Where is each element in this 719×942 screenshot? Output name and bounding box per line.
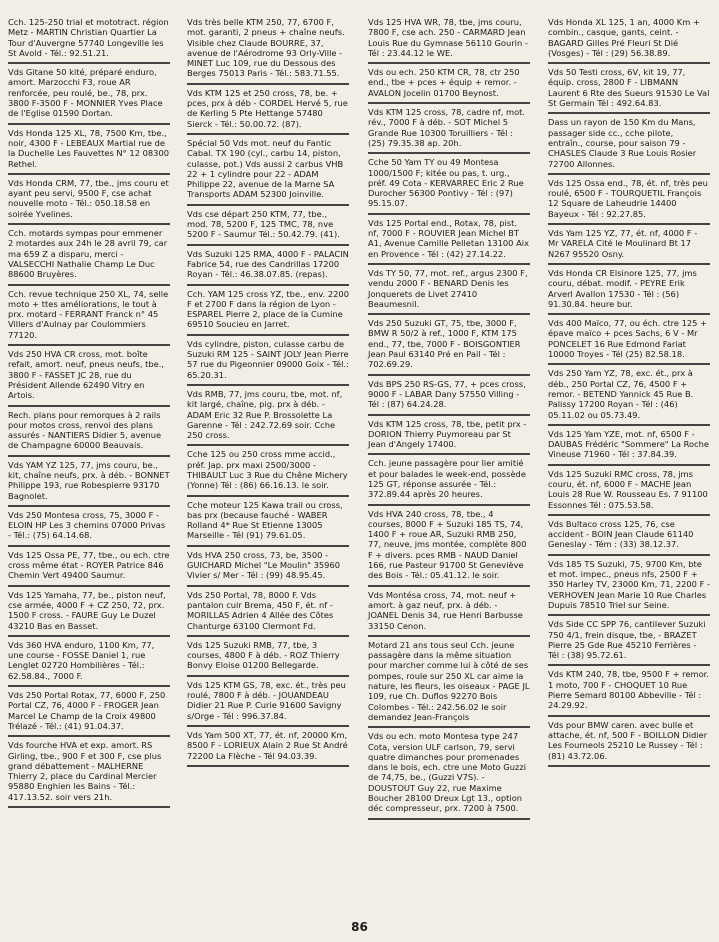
classified-ad: Cch. motards sympas pour emmener 2 motardes aux 24h le 28 avril 79, car ma 659 Z a disparu, merci - VALSECCHI Nathalie Champ Le Duc 88600 Bruyères. <box>8 225 170 285</box>
classified-ad: Cche 50 Yam TY ou 49 Montesa 1000/1500 F; kitée ou pas, t. urg., préf. 49 Cota - KERVARREC Eric 2 Rue Durocher 56300 Pontivy - Tél : (97) 95.15.07. <box>368 154 530 214</box>
classified-ad: Vds 125 Ossa PE, 77, tbe., ou ech. ctre cross même état - ROYER Patrice 846 Chemin Vert 49400 Saumur. <box>8 547 170 587</box>
classified-ad: Vds HVA 240 cross, 78, tbe., 4 courses, 8000 F + Suzuki 185 TS, 74, 1400 F + roue AR, Suzuki RMB 250, 77, neuve, jms montée, complète 800 F + divers. pces RMB - NAUD Daniel 166, rue Pasteur 91700 St Geneviève des Bois - Tél.: 05.41.12. le soir. <box>368 506 530 587</box>
classified-ad: Vds Side CC SPP 76, cantilever Suzuki 750 4/1, frein disque, tbe, - BRAZET Pierre 25 Gde Rue 45210 Ferrières - Tél : (38) 95.72.61. <box>548 616 710 666</box>
classified-ad: Vds KTM 125 et 250 cross, 78, be. + pces, prx à déb - CORDEL Hervé 5, rue de Kerling 5 Pte Hettange 57480 Sierck - Tél.: 50.00.72. (87). <box>187 85 349 135</box>
classified-ad: Vds très belle KTM 250, 77, 6700 F, mot. garanti, 2 pneus + chaîne neufs. Visible chez Claude BOURRE, 37, avenue de l'Aérodrome 93 Orly-Ville - MINET Luc 109, rue du Dessous des Berges 75013 Paris - Tél.: 583.71.55. <box>187 14 349 85</box>
classified-ad: Cch. revue technique 250 XL, 74, selle moto + ttes améliorations, le tout à prx. motard - FERRANT Franck n° 45 Villers d'Aulnay par Coulommiers 77120. <box>8 286 170 346</box>
classified-ad: Vds 250 Portal Rotax, 77, 6000 F, 250 Portal CZ, 76, 4000 F - FROGER Jean Marcel Le Champ de la Croix 49800 Trélazé - Tél.: (41) 91.04.37. <box>8 687 170 737</box>
classified-ad: Rech. plans pour remorques à 2 rails pour motos cross, renvoi des plans assurés - NANTIERS Didier 5, avenue de Champagne 60000 Beauvais. <box>8 407 170 457</box>
classified-ad: Vds Bultaco cross 125, 76, cse accident - BOIN Jean Claude 61140 Geneslay - Tém : (33) 38.12.37. <box>548 516 710 556</box>
classified-ad: Vds 125 HVA WR, 78, tbe, jms couru, 7800 F, cse ach. 250 - CARMARD Jean Louis Rue du Gymnase 56110 Gourin - Tél : 23.44.12 le WE. <box>368 14 530 64</box>
classified-ad: Vds 250 Suzuki GT, 75, tbe, 3000 F, BMW R 50/2 à ref., 1000 F, KTM 175 end., 77, tbe, 7000 F - BOISGONTIER Jean Paul 63140 Pré en Pail - Tél : 702.69.29. <box>368 315 530 375</box>
classified-ad: Vds 125 Yam YZE, mot. nf, 6500 F - DAUBAS Frédéric "Sommere" La Roche Vineuse 71960 - Tél : 37.84.39. <box>548 426 710 466</box>
ads-column-4 <box>548 14 710 767</box>
ads-column-3 <box>368 14 530 820</box>
classified-ad: Vds Honda 125 XL, 78, 7500 Km, tbe., noir, 4300 F - LEBEAUX Martial rue de la Duchelle Les Fauvettes N° 12 08300 Rethel. <box>8 125 170 175</box>
classified-ad: Cche moteur 125 Kawa trail ou cross, bas prx (because fauché - WABER Rolland 4* Rue St Etienne 13005 Marseille - Tél (91) 79.61.05. <box>187 497 349 547</box>
classified-ad: Motard 21 ans tous seul Cch. jeune passagère dans la même situation pour marcher comme lui à côté de ses pompes, roule sur 250 XL car aime la nature, les fleurs, les oiseaux - PAGE JL 109, rue Ch. Duflos 92270 Bois Colombes - Tél.: 242.56.02 le soir demandez Jean-François <box>368 637 530 728</box>
classified-ad: Vds Honda XL 125, 1 an, 4000 Km + combin., casque, gants, ceint. - BAGARD Gilles Pré Fleuri St Dié (Vosges) - Tél : (29) 56.38.89. <box>548 14 710 64</box>
classified-ad: Vds YAM YZ 125, 77, jms couru, be., kit, chaîne neufs, prx. à déb. - BONNET Philippe 193, rue Robespierre 93170 Bagnolet. <box>8 457 170 507</box>
classified-ad: Vds 250 Portal, 78, 8000 F. Vds pantalon cuir Brema, 450 F, ét. nf - MORILLAS Adrien 4 Allée des Côtes Chanturge 63100 Clermont Fd. <box>187 587 349 637</box>
classified-ad: Cch. jeune passagère pour lier amitié et pour balades le week-end, possède 125 GT, réponse assurée - Tél.: 372.89.44 après 20 heures. <box>368 455 530 505</box>
classified-ad: Vds 250 Yam YZ, 78, exc. ét., prx à déb., 250 Portal CZ, 76, 4500 F + remor. - BETEND Yannick 45 Rue B. Palissy 17200 Royan - Tél : (46) 05.11.02 ou 05.73.49. <box>548 365 710 425</box>
classified-ad: Cch. YAM 125 cross YZ, tbe., env. 2200 F et 2700 F dans la région de Lyon - ESPAREL Pierre 2, place de la Cumine 69510 Soucieu en Jarret. <box>187 286 349 336</box>
classified-ad: Vds 125 Suzuki RMC cross, 78, jms couru, ét. nf, 6000 F - MACHE Jean Louis 28 Rue W. Rousseau Es. 7 91100 Essonnes Tél : 075.53.58. <box>548 466 710 516</box>
classified-ad: Vds KTM 125 cross, 78, cadre nf, mot. rév., 7000 F à déb. - SOT Michel 5 Grande Rue 10300 Toruilliers - Tél : (25) 79.35.38 ap. 20h. <box>368 104 530 154</box>
classified-ad: Vds TY 50, 77, mot. ref., argus 2300 F, vendu 2000 F - BENARD Denis les Jonquerets de Livet 27410 Beaumesnil. <box>368 265 530 315</box>
classified-ad: Vds HVA 250 cross, 73, be, 3500 - GUICHARD Michel "Le Moulin" 35960 Vivier s/ Mer - Tél : (99) 48.95.45. <box>187 547 349 587</box>
classified-ad: Vds cylindre, piston, culasse carbu de Suzuki RM 125 - SAINT JOLY Jean Pierre 57 rue du Pigeonnier 09000 Goix - Tél.: 65.20.31. <box>187 336 349 386</box>
classified-ad: Vds 125 Ossa end., 78, ét. nf, très peu roulé, 6500 F - TOURQUETIL François 12 Square de Laheudrie 14400 Bayeux - Tél : 92.27.85. <box>548 175 710 225</box>
classified-ad: Vds Yam 125 YZ, 77, ét. nf, 4000 F - Mr VARELA Cité le Moulinard Bt 17 N267 95520 Osny. <box>548 225 710 265</box>
classified-ad: Vds 360 HVA enduro, 1100 Km, 77, une course - FOSSE Daniel 1, rue Lenglet 02720 Hombilières - Tél.: 62.58.84., 7000 F. <box>8 637 170 687</box>
classified-ad: Vds BPS 250 RS-GS, 77, + pces cross, 9000 F - LABAR Dany 57550 Villing - Tél : (87) 64.24.28. <box>368 376 530 416</box>
classified-ad: Vds 185 TS Suzuki, 75, 9700 Km, bte et mot. impec., pneus nfs, 2500 F + 350 Harley TV, 23000 Km, 71, 2200 F - VERHOVEN Jean Marie 10 Rue Charles Dupuis 78510 Triel sur Seine. <box>548 556 710 616</box>
classified-ad: Vds 250 Montesa cross, 75, 3000 F - ELOIN HP Les 3 chemins 07000 Privas - Tél.: (75) 64.14.68. <box>8 507 170 547</box>
classified-ad: Vds 125 Portal end., Rotax, 78, pist. nf, 7000 F - ROUVIER Jean Michel BT A1, Avenue Camille Pelletan 13100 Aix en Provence - Tél : (42) 27.14.22. <box>368 215 530 265</box>
classified-ad: Vds 400 Maïco, 77, ou éch. ctre 125 + épave maïco + pces Sachs, 6 V - Mr PONCELET 16 Rue Edmond Fariat 10000 Troyes - Tél (25) 82.58.18. <box>548 315 710 365</box>
classified-ad: Vds ou ech. moto Montesa type 247 Cota, version ULF carlson, 79, servi quatre dimanches pour promenades dans le bois, ech. ctre une Moto Guzzi de 74,75, be., (Guzzi V7S). - DOUSTOUT Guy 22, rue Maxime Boucher 28100 Dreux Lgt 13., option déc compresseur, prx. 7200 à 7500. <box>368 728 530 819</box>
ads-column-2 <box>187 14 349 767</box>
classified-ad: Vds pour BMW caren. avec bulle et attache, ét. nf, 500 F - BOILLON Didier Les Fourneols 25210 Le Russey - Tél : (81) 43.72.06. <box>548 717 710 767</box>
classified-ad: Vds KTM 125 cross, 78, tbe, petit prx - DORION Thierry Puymoreau par St Jean d'Angely 17400. <box>368 416 530 456</box>
classified-ad: Spécial 50 Vds mot. neuf du Fantic Cabal. TX 190 (cyl., carbu 14, piston, culasse, pot.) Vds aussi 2 carbus VHB 22 + 1 cylindre pour 22 - ADAM Philippe 22, avenue de la Marne SA Transports ADAM 52300 Joinville. <box>187 135 349 206</box>
classified-ad: Dass un rayon de 150 Km du Mans, passager side cc., cche pilote, entraîn., course, pour saison 79 - CHASLES Claude 3 Rue Louis Rosier 72700 Allonnes. <box>548 114 710 174</box>
ads-column-1 <box>8 14 170 808</box>
classified-ad: Vds 125 Suzuki RMB, 77, tbe, 3 courses, 4800 F à déb. - ROZ Thierry Bonvy Eloise 01200 Bellegarde. <box>187 637 349 677</box>
classified-ad: Vds Montésa cross, 74, mot. neuf + amort. à gaz neuf, prx. à déb. - JOANEL Denis 34, rue Henri Barbusse 33150 Cenon. <box>368 587 530 637</box>
classified-ad: Vds fourche HVA et exp. amort. RS Girling, tbe., 900 F et 300 F, cse plus grand débattement - MALHERNE Thierry 2, place du Cardinal Mercier 95880 Enghien les Bains - Tél.: 417.13.52. soir vers 21h. <box>8 737 170 808</box>
classified-ad: Vds 50 Testi cross, 6V, kit 19, 77, équip. cross, 2800 F - LIBMANN Laurent 6 Rte des Sueurs 91530 Le Val St Germain Tél : 492.64.83. <box>548 64 710 114</box>
classified-ad: Vds 250 HVA CR cross, mot. boîte refait, amort. neuf, pneus neufs, tbe., 3800 F - FASSET JC 28, rue du Président Allende 62490 Vitry en Artois. <box>8 346 170 406</box>
classified-ad: Vds cse départ 250 KTM, 77, tbe., mod. 78, 5200 F, 125 TMC, 78, nve 5200 F - Saumur Tél.: 50.42.79. (41). <box>187 206 349 246</box>
classified-ad: Vds Honda CR Elsinore 125, 77, jms couru, débat. modif. - PEYRE Erik Arverl Avallon 17530 - Tél : (56) 91.30.84. heure bur. <box>548 265 710 315</box>
classified-ad: Cche 125 ou 250 cross mme accid., préf. Jap. prx maxi 2500/3000 - THIBAULT Luc 3 Rue du Chêne Michery (Yonne) Tél : (86) 66.16.13. le soir. <box>187 446 349 496</box>
classified-ad: Vds Honda CRM, 77, tbe., jms couru et ayant peu servi, 9500 F, cse achat nouvelle moto - Tél.: 050.18.58 en soirée Yvelines. <box>8 175 170 225</box>
classified-ad: Vds RMB, 77, jms couru, tbe, mot. nf, kit largé, chaîne, pig. prx à déb. - ADAM Eric 32 Rue P. Brossolette La Garenne - Tél : 242.72.69 soir. Cche 250 cross. <box>187 386 349 446</box>
classified-ad: Vds KTM 240, 78, tbe, 9500 F + remor. 1 moto, 700 F - CHOQUET 10 Rue Pierre Semard 80100 Abbeville - Tél : 24.29.92. <box>548 666 710 716</box>
classified-ad: Vds 125 Yamaha, 77, be., piston neuf, cse armée, 4000 F + CZ 250, 72, prx. 1500 F cross. - FAURE Guy Le Duzel 43210 Bas en Basset. <box>8 587 170 637</box>
classified-ad: Vds ou ech. 250 KTM CR, 78, ctr 250 end., tbe + pces + équip + remor. - AVALON Jocelin 01700 Beynost. <box>368 64 530 104</box>
classified-ad: Vds 125 KTM GS, 78, exc. ét., très peu roulé, 7800 F à déb. - JOUANDEAU Didier 21 Rue P. Curie 91600 Savigny s/Orge - Tél : 996.37.84. <box>187 677 349 727</box>
classified-ad: Vds Gitane 50 kité, préparé enduro, amort. Marzocchi F3, roue AR renforcée, peu roulé, be., 78, prx. 3800 F-3500 F - MONNIER Yves Place de l'Eglise 01590 Dortan. <box>8 64 170 124</box>
classified-ad: Vds Suzuki 125 RMA, 4000 F - PALACIN Fabrice 54, rue des Candrillas 17200 Royan - Tél.: 46.38.07.85. (repas). <box>187 246 349 286</box>
classified-ad: Cch. 125-250 trial et mototract. région Metz - MARTIN Christian Quartier La Tour d'Auvergne 57740 Longeville les St Avold - Tél.: 92.51.21. <box>8 14 170 64</box>
classified-ad: Vds Yam 500 XT, 77, ét. nf, 20000 Km, 8500 F - LORIEUX Alain 2 Rue St André 72200 La Flèche - Tél 94.03.39. <box>187 727 349 767</box>
page-number: 86 <box>351 920 368 934</box>
